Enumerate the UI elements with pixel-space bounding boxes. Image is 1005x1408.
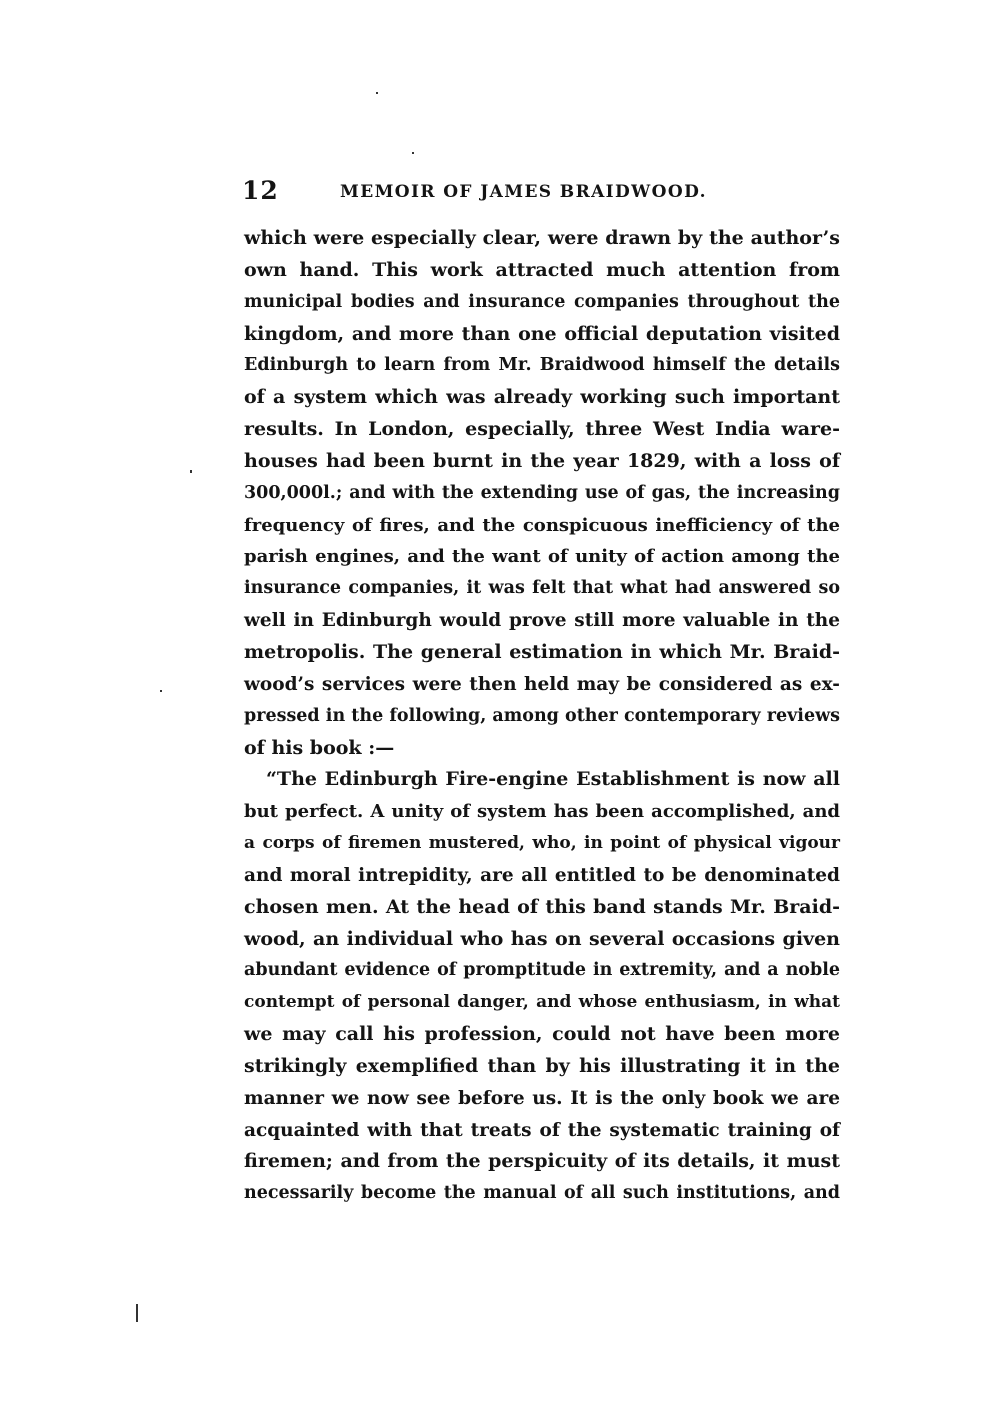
text-line: frequency of fires, and the conspicuous inefficiency of the [244,514,840,536]
text-line: contempt of personal danger, and whose enthusiasm, in what [244,992,840,1013]
text-line: houses had been burnt in the year 1829, with a loss of [244,449,840,472]
quote-start-line: “The Edinburgh Fire-engine Establishment is now all [266,768,840,791]
text-line: necessarily become the manual of all such institutions, and [244,1183,840,1204]
text-line: but perfect. A unity of system has been accomplished, and [244,801,840,823]
scan-speck [376,92,378,94]
text-line: metropolis. The general estimation in which Mr. Braid- [244,640,840,663]
text-line: acquainted with that treats of the systematic training of [244,1119,840,1141]
text-line: Edinburgh to learn from Mr. Braidwood himself the details [244,355,840,376]
text-line: a corps of firemen mustered, who, in point of physical vigour [244,833,840,854]
text-line: manner we now see before us. It is the only book we are [244,1087,840,1109]
text-line: wood’s services were then held may be considered as ex- [244,673,840,695]
text-line: parish engines, and the want of unity of action among the [244,546,840,568]
text-line: wood, an individual who has on several occasions given [244,927,840,950]
scan-speck [190,470,192,473]
text-line: own hand. This work attracted much attention from [244,258,840,281]
text-line: pressed in the following, among other contemporary reviews [244,705,840,726]
text-line: abundant evidence of promptitude in extremity, and a noble [244,960,840,981]
page-header [242,176,840,210]
scan-speck [160,690,162,692]
scan-speck [412,152,414,154]
text-line: insurance companies, it was felt that what had answered so [244,578,840,599]
running-head: MEMOIR OF JAMES BRAIDWOOD. [340,182,707,202]
text-line: well in Edinburgh would prove still more valuable in the [244,610,840,632]
scan-speck [136,1304,138,1322]
text-line: kingdom, and more than one official deputation visited [244,322,840,345]
text-line: which were especially clear, were drawn by the author’s [244,227,840,249]
text-line: chosen men. At the head of this band stands Mr. Braid- [244,895,840,918]
text-line: and moral intrepidity, are all entitled to be denominated [244,864,840,886]
text-line: results. In London, especially, three West India ware- [244,418,840,441]
page-number: 12 [242,176,279,205]
body-text [244,223,840,1210]
text-line: 300,000l.; and with the extending use of gas, the increasing [244,482,840,503]
text-line: municipal bodies and insurance companies throughout the [244,291,840,312]
text-line: we may call his profession, could not have been more [244,1023,840,1046]
text-line: of a system which was already working such important [244,386,840,409]
text-line: firemen; and from the perspicuity of its details, it must [244,1150,840,1173]
text-line: of his book :— [244,736,395,759]
text-line: strikingly exemplified than by his illustrating it in the [244,1054,840,1077]
